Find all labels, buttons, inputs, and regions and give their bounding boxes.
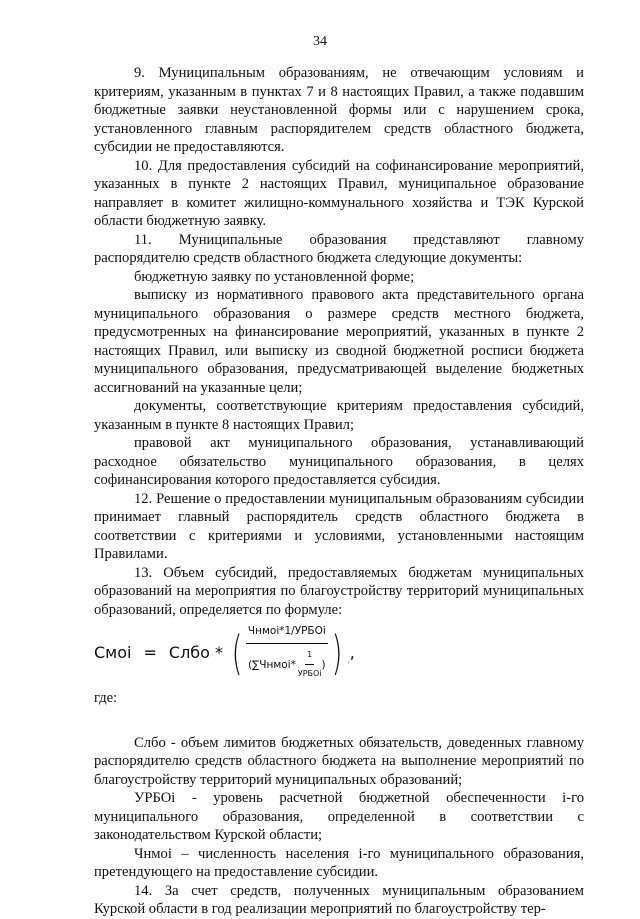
formula-fraction [246, 622, 328, 684]
document-body [94, 64, 584, 919]
formula-inner-fraction [298, 646, 322, 684]
paragraph-11: 11. Муниципальные образования представляют главному распорядителю средств областного бюджета следующие документы: [94, 231, 584, 266]
formula-numerator: Чнмоi*1/УРБОi [246, 622, 328, 644]
formula-multiply: * [214, 642, 223, 662]
list-item-legal-act-extract: выписку из нормативного правового акта представительного органа муниципального образования о размере средств местного бюджета, предусмотренных на финансирование мероприятий, указанных в пункте 2 настоящих Правил, или выписку из сводной бюджетной росписи бюджета муниципального образования, предусматривающей выделение бюджетных ассигнований на указанные цели; [94, 287, 584, 396]
scan-artifact-mark: ' [348, 660, 350, 670]
formula-inner-numerator: 1 [305, 646, 314, 666]
formula-denominator-suffix: ) [321, 658, 326, 671]
definition-urboi: УРБОi - уровень расчетной бюджетной обеспеченности i-го муниципального образования, определенной в соответствии с законодательством Курской области; [94, 790, 584, 843]
paragraph-13: 13. Объем субсидий, предоставляемых бюджетам муниципальных образований на мероприятия по благоустройству территорий муниципальных образований, определяется по формуле: [94, 564, 584, 618]
formula-denominator [248, 644, 326, 684]
formula-left-paren: ( [231, 626, 243, 680]
list-item-municipal-legal-act: правовой акт муниципального образования, устанавливающий расходное обязательство муниципального образования, в целях софинансирования которого предоставляется субсидия. [94, 435, 584, 488]
where-label: где: [94, 690, 118, 706]
page-number: 34 [313, 34, 327, 49]
paragraph-9: 9. Муниципальным образованиям, не отвечающим условиям и критериям, указанным в пунктах 7 и 8 настоящих Правил, а также подавшим бюджетные заявки неустановленной формы или с нарушением срока, установленного главным распорядителем средств областного бюджета, субсидии не предоставляются. [94, 65, 584, 155]
paragraph-12: 12. Решение о предоставлении муниципальным образованиям субсидии принимает главный распорядитель средств областного бюджета в соответствии с критериями и условиями, установленными настоящим Правилами. [94, 490, 584, 562]
formula-inner-denominator: УРБОi [297, 669, 322, 679]
paragraph-14: 14. За счет средств, полученных муниципальным образованием Курской области в год реализации мероприятий по благоустройству тер- [94, 882, 584, 917]
formula-right-paren: ) [331, 626, 343, 680]
formula-first-term: Слбо [168, 642, 210, 662]
paragraph-10: 10. Для предоставления субсидий на софинансирование мероприятий, указанных в пункте 2 настоящих Правил, муниципальное образование направляет в комитет жилищно-коммунального хозяйства и ТЭК Курской области бюджетную заявку. [94, 157, 584, 229]
definition-chnmoi: Чнмоi – численность населения i-го муниципального образования, претендующего на предоставление субсидии. [94, 845, 584, 880]
list-item-criteria-documents: документы, соответствующие критериям предоставления субсидий, указанным в пункте 8 настоящих Правил; [94, 398, 584, 433]
list-item-budget-request: бюджетную заявку по установленной форме; [134, 268, 415, 285]
subsidy-formula [94, 625, 584, 681]
formula-comma: , [349, 642, 355, 662]
formula-denominator-prefix: (∑Чнмоi* [248, 658, 296, 671]
formula-lhs: Смоi [94, 642, 132, 662]
formula-equals: = [143, 642, 157, 662]
definition-slbo: Слбо - объем лимитов бюджетных обязательств, доведенных главному распорядителю средств областного бюджета на выполнение мероприятий по благоустройству территорий муниципальных образований; [94, 734, 584, 788]
